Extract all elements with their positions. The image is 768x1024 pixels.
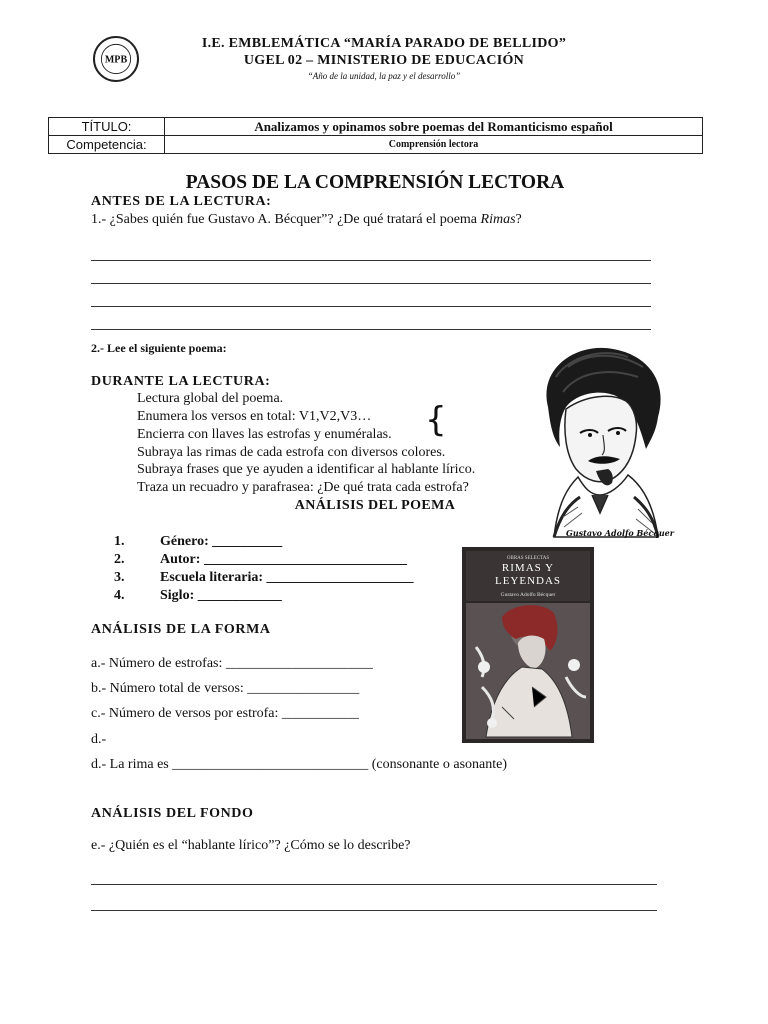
school-text: Escuela literaria: — [160, 570, 264, 585]
school-name: I.E. EMBLEMÁTICA “MARÍA PARADO DE BELLIDO” — [201, 36, 567, 51]
answer-line[interactable] — [91, 260, 651, 261]
book-title-2: LEYENDAS — [494, 575, 562, 587]
form-d2[interactable]: d.- La rima es ____________________________ (consonante o asonante) — [91, 757, 508, 772]
form-b[interactable]: b.- Número total de versos: ________________ — [91, 681, 360, 696]
form-a[interactable]: a.- Número de estrofas: _____________________ — [91, 656, 373, 671]
portrait-caption: Gustavo Adolfo Bécquer — [566, 528, 674, 538]
during-item: Lectura global del poema. — [137, 391, 284, 406]
form-c[interactable]: c.- Número de versos por estrofa: ___________ — [91, 706, 359, 721]
century-blank[interactable]: ____________ — [197, 588, 282, 603]
during-item: Enumera los versos en total: V1,V2,V3… — [137, 409, 372, 424]
before-heading: ANTES DE LA LECTURA: — [91, 194, 272, 209]
analysis-num: 3. — [114, 570, 125, 585]
seal-letters: MPB — [104, 54, 128, 66]
step-2: 2.- Lee el siguiente poema: — [91, 341, 227, 355]
competence-label: Competencia: — [49, 136, 165, 154]
during-item: Encierra con llaves las estrofas y enuméralas. — [137, 427, 392, 442]
during-item: Subraya las rimas de cada estrofa con diversos colores. — [137, 445, 446, 460]
during-heading: DURANTE LA LECTURA: — [91, 374, 271, 389]
genre-label — [160, 534, 282, 550]
info-table — [48, 117, 703, 154]
question-1 — [91, 212, 522, 228]
answer-line[interactable] — [91, 910, 657, 911]
answer-line[interactable] — [91, 306, 651, 307]
school-label — [160, 570, 414, 586]
school-blank[interactable]: _____________________ — [266, 570, 414, 585]
ugel-line: UGEL 02 – MINISTERIO DE EDUCACIÓN — [243, 53, 525, 68]
question-1-text: 1.- ¿Sabes quién fue Gustavo A. Bécquer”? ¿De qué tratará el poema — [91, 212, 481, 227]
book-cover — [462, 547, 594, 743]
analysis-num: 4. — [114, 588, 125, 603]
century-label — [160, 588, 282, 604]
genre-text: Género: — [160, 534, 209, 549]
brace-icon: { — [425, 400, 447, 440]
question-e: e.- ¿Quién es el “hablante lírico”? ¿Cómo se lo describe? — [91, 838, 411, 853]
author-blank[interactable]: _____________________________ — [203, 552, 407, 567]
form-d1[interactable]: d.- — [91, 732, 107, 747]
answer-line[interactable] — [91, 283, 651, 284]
question-1-end: ? — [515, 212, 522, 227]
answer-line[interactable] — [91, 884, 657, 885]
main-title: PASOS DE LA COMPRENSIÓN LECTORA — [185, 172, 565, 193]
century-text: Siglo: — [160, 588, 195, 603]
book-author: Gustavo Adolfo Bécquer — [500, 592, 556, 598]
answer-line[interactable] — [91, 329, 651, 330]
analysis-heading: ANÁLISIS DEL POEMA — [294, 498, 456, 513]
year-motto: “Año de la unidad, la paz y el desarrollo” — [307, 71, 461, 81]
during-item: Traza un recuadro y parafrasea: ¿De qué trata cada estrofa? — [137, 480, 469, 495]
fondo-heading: ANÁLISIS DEL FONDO — [91, 806, 254, 821]
form-heading: ANÁLISIS DE LA FORMA — [91, 622, 271, 637]
analysis-num: 1. — [114, 534, 125, 549]
author-text: Autor: — [160, 552, 201, 567]
title-value: Analizamos y opinamos sobre poemas del Romanticismo español — [165, 118, 703, 136]
book-series: OBRAS SELECTAS — [506, 556, 550, 561]
question-1-italic: Rimas — [480, 212, 516, 227]
book-title-1: RIMAS Y — [501, 562, 555, 574]
during-item: Subraya frases que ye ayuden a identificar al hablante lírico. — [137, 462, 476, 477]
genre-blank[interactable]: __________ — [212, 534, 283, 549]
author-label — [160, 552, 407, 568]
analysis-num: 2. — [114, 552, 125, 567]
competence-value: Comprensión lectora — [165, 136, 703, 154]
title-label: TÍTULO: — [49, 118, 165, 136]
